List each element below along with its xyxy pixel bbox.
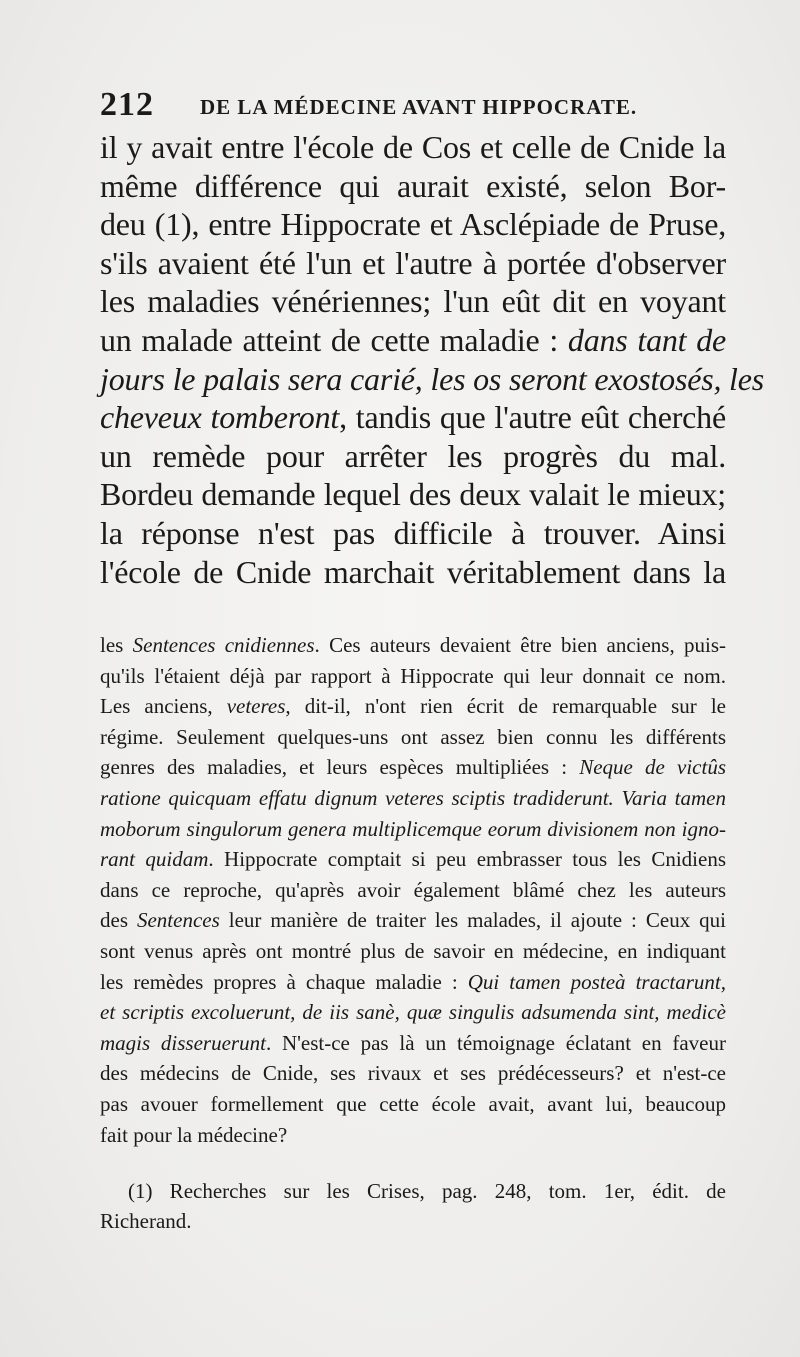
footnote-line <box>100 1089 726 1120</box>
text-run: dans ce reproche, qu'après avoir également blâmé chez les auteurs <box>100 877 726 902</box>
italic-text: Qui tamen posteà tractarunt, <box>467 969 726 994</box>
italic-text: veteres <box>226 694 286 719</box>
italic-text: moborum singulorum genera multiplicemque eorum divisionem non igno- <box>100 816 726 841</box>
main-text-line <box>100 398 726 437</box>
page-number: 212 <box>100 86 154 123</box>
footnote-line <box>100 1120 726 1151</box>
text-run: la réponse n'est pas difficile à trouver. Ainsi <box>100 514 726 551</box>
text-run: . Ces auteurs devaient être bien anciens, puis- <box>314 633 727 657</box>
italic-text: ratione quicquam effatu dignum veteres sciptis tradiderunt. Varia tamen <box>100 785 726 810</box>
text-run: Richerand. <box>100 1209 192 1233</box>
footnote-line <box>100 997 726 1028</box>
text-run: un remède pour arrêter les progrès du mal. <box>100 437 726 474</box>
footnote-line <box>100 783 726 814</box>
italic-text: cheveux tomberont <box>100 399 340 436</box>
italic-text: et scriptis excoluerunt, de iis sanè, quæ singulis adsumenda sint, medicè <box>100 1000 726 1025</box>
page-footnotes <box>100 1176 726 1236</box>
main-text-line <box>100 321 726 360</box>
main-text-line <box>100 475 726 514</box>
footnote-line <box>100 752 726 783</box>
text-run: des <box>100 908 137 933</box>
italic-text: jours le palais sera carié, les os seront exostosés, les <box>100 360 765 397</box>
italic-text: Neque de victûs <box>579 755 727 780</box>
text-run: . Hippocrate comptait si peu embrasser tous les Cnidiens <box>208 847 726 872</box>
text-run: même différence qui aurait existé, selon Bor- <box>100 167 726 204</box>
main-text-line <box>100 553 726 592</box>
footnote-line <box>100 936 726 967</box>
main-text-line <box>100 167 726 206</box>
main-text-line <box>100 282 726 321</box>
text-run: régime. Seulement quelques-uns ont assez bien connu les différents <box>100 724 726 749</box>
footnote-continuation <box>100 630 726 1150</box>
text-run: , dit-il, n'ont rien écrit de remarquable sur le <box>285 694 726 719</box>
main-text <box>100 128 765 591</box>
footnote-line <box>100 661 726 692</box>
text-run: deu (1), entre Hippocrate et Asclépiade de Pruse, <box>100 206 726 243</box>
footnote-line <box>100 691 726 722</box>
text-run: les <box>100 633 133 657</box>
text-run: l'école de Cnide marchait véritablement dans la <box>100 553 726 590</box>
italic-text: magis disseruerunt <box>100 1030 266 1055</box>
footnote-line <box>100 722 726 753</box>
footnote-line <box>100 1058 726 1089</box>
footnote-line <box>100 967 726 998</box>
footnote-line <box>100 630 726 661</box>
footnote-line <box>100 905 726 936</box>
text-run: des médecins de Cnide, ses rivaux et ses prédécesseurs? et n'est-ce <box>100 1061 726 1086</box>
main-text-line <box>100 360 765 399</box>
main-text-line <box>100 514 726 553</box>
footnote-line <box>100 875 726 906</box>
page-header <box>100 86 730 130</box>
footnote-line <box>100 1028 726 1059</box>
text-run: , tandis que l'autre eût cherché <box>339 399 726 436</box>
main-text-line <box>100 437 726 476</box>
main-text-line <box>100 205 726 244</box>
footnote-line <box>100 844 726 875</box>
footnote-note-line <box>100 1176 726 1206</box>
footnote-line <box>100 814 726 845</box>
text-run: fait pour la médecine? <box>100 1122 288 1147</box>
text-run: genres des maladies, et leurs espèces multipliées : <box>100 755 580 780</box>
text-run: s'ils avaient été l'un et l'autre à portée d'observer <box>100 244 726 281</box>
text-run: un malade atteint de cette maladie : <box>100 321 568 358</box>
text-run: il y avait entre l'école de Cos et celle de Cnide la <box>100 129 726 165</box>
italic-text: dans tant de <box>567 321 726 358</box>
text-run: Les anciens, <box>100 694 227 719</box>
text-run: les remèdes propres à chaque maladie : <box>100 969 468 994</box>
footnote-note-line <box>100 1206 726 1236</box>
italic-text: Sentences cnidiennes <box>132 633 315 657</box>
italic-text: Sentences <box>136 908 220 933</box>
text-run: qu'ils l'étaient déjà par rapport à Hippocrate qui leur donnait ce nom. <box>100 663 726 688</box>
text-run: (1) Recherches sur les Crises, pag. 248, tom. 1er, édit. de <box>128 1179 726 1203</box>
text-run: Bordeu demande lequel des deux valait le mieux; <box>100 476 726 513</box>
text-run: leur manière de traiter les malades, il ajoute : Ceux qui <box>219 908 726 933</box>
text-run: pas avouer formellement que cette école avait, avant lui, beaucoup <box>100 1091 726 1116</box>
main-text-line <box>100 244 726 283</box>
text-run: . N'est-ce pas là un témoignage éclatant en faveur <box>265 1030 726 1055</box>
running-head: DE LA MÉDECINE AVANT HIPPOCRATE. <box>200 95 638 119</box>
text-run: les maladies vénériennes; l'un eût dit en voyant <box>100 283 726 320</box>
main-text-line <box>100 128 726 167</box>
italic-text: rant quidam <box>100 847 209 872</box>
text-run: sont venus après ont montré plus de savoir en médecine, en indiquant <box>100 938 726 963</box>
